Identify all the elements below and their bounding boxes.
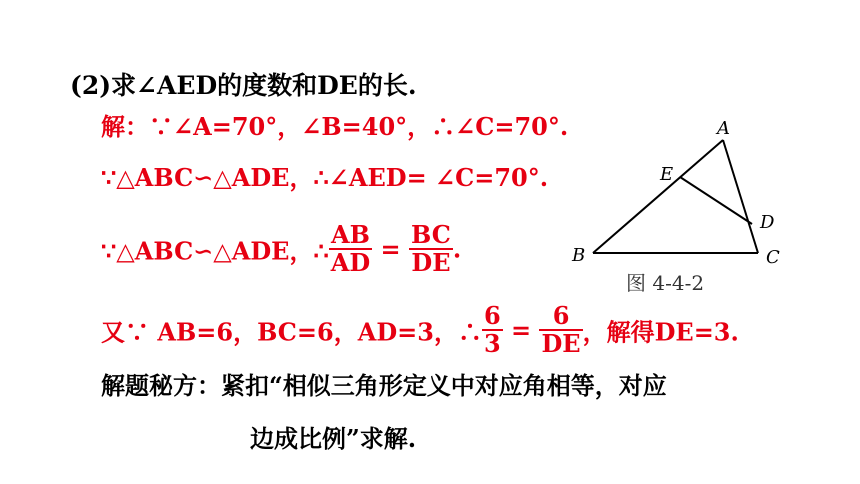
label-d: D — [760, 212, 775, 233]
line4-prefix: 又∵ AB=6，BC=6，AD=3，∴ — [101, 317, 482, 347]
label-a: A — [717, 118, 730, 139]
question-text: (2)求∠AED的度数和DE的长. — [70, 71, 417, 100]
segment-ac — [723, 140, 758, 253]
fraction-denominator: AD — [330, 248, 371, 277]
solution-line-4 — [101, 303, 739, 359]
solution-line-3 — [101, 222, 461, 278]
label-c: C — [766, 247, 780, 268]
solution-tip-continued: 边成比例”求解. — [250, 424, 417, 453]
figure-caption: 图 4-4-2 — [626, 271, 705, 295]
fraction-numerator: 6 — [483, 301, 501, 330]
fraction-numerator: 6 — [539, 303, 582, 331]
fraction-6-3 — [482, 303, 503, 357]
segment-ab — [593, 140, 723, 253]
fraction-numerator: BC — [411, 220, 451, 249]
equals-sign: = — [380, 234, 401, 264]
fraction-6-de — [539, 303, 582, 357]
line3-prefix: ∵△ABC∽△ADE，∴ — [101, 236, 329, 266]
solution-tip — [101, 366, 667, 401]
fraction-bc-de — [409, 222, 453, 276]
fraction-ab-ad — [329, 222, 372, 276]
triangle-figure — [560, 110, 820, 300]
label-b: B — [572, 245, 586, 266]
label-e: E — [660, 164, 674, 185]
fraction-denominator: DE — [411, 248, 451, 277]
equals-sign: = — [511, 315, 532, 345]
fraction-numerator: AB — [329, 222, 372, 250]
tip-label: 解题秘方： — [101, 371, 221, 400]
solution-line-1: 解：∵∠A=70°，∠B=40°，∴∠C=70°. — [101, 112, 569, 141]
fraction-denominator: 3 — [483, 329, 501, 358]
fraction-denominator: DE — [541, 329, 581, 358]
line4-suffix: ，解得DE=3. — [582, 317, 739, 347]
line3-suffix: . — [452, 234, 462, 264]
tip-text: 紧扣“相似三角形定义中对应角相等，对应 — [221, 371, 667, 400]
solution-line-2: ∵△ABC∽△ADE，∴∠AED= ∠C=70°. — [101, 163, 549, 192]
